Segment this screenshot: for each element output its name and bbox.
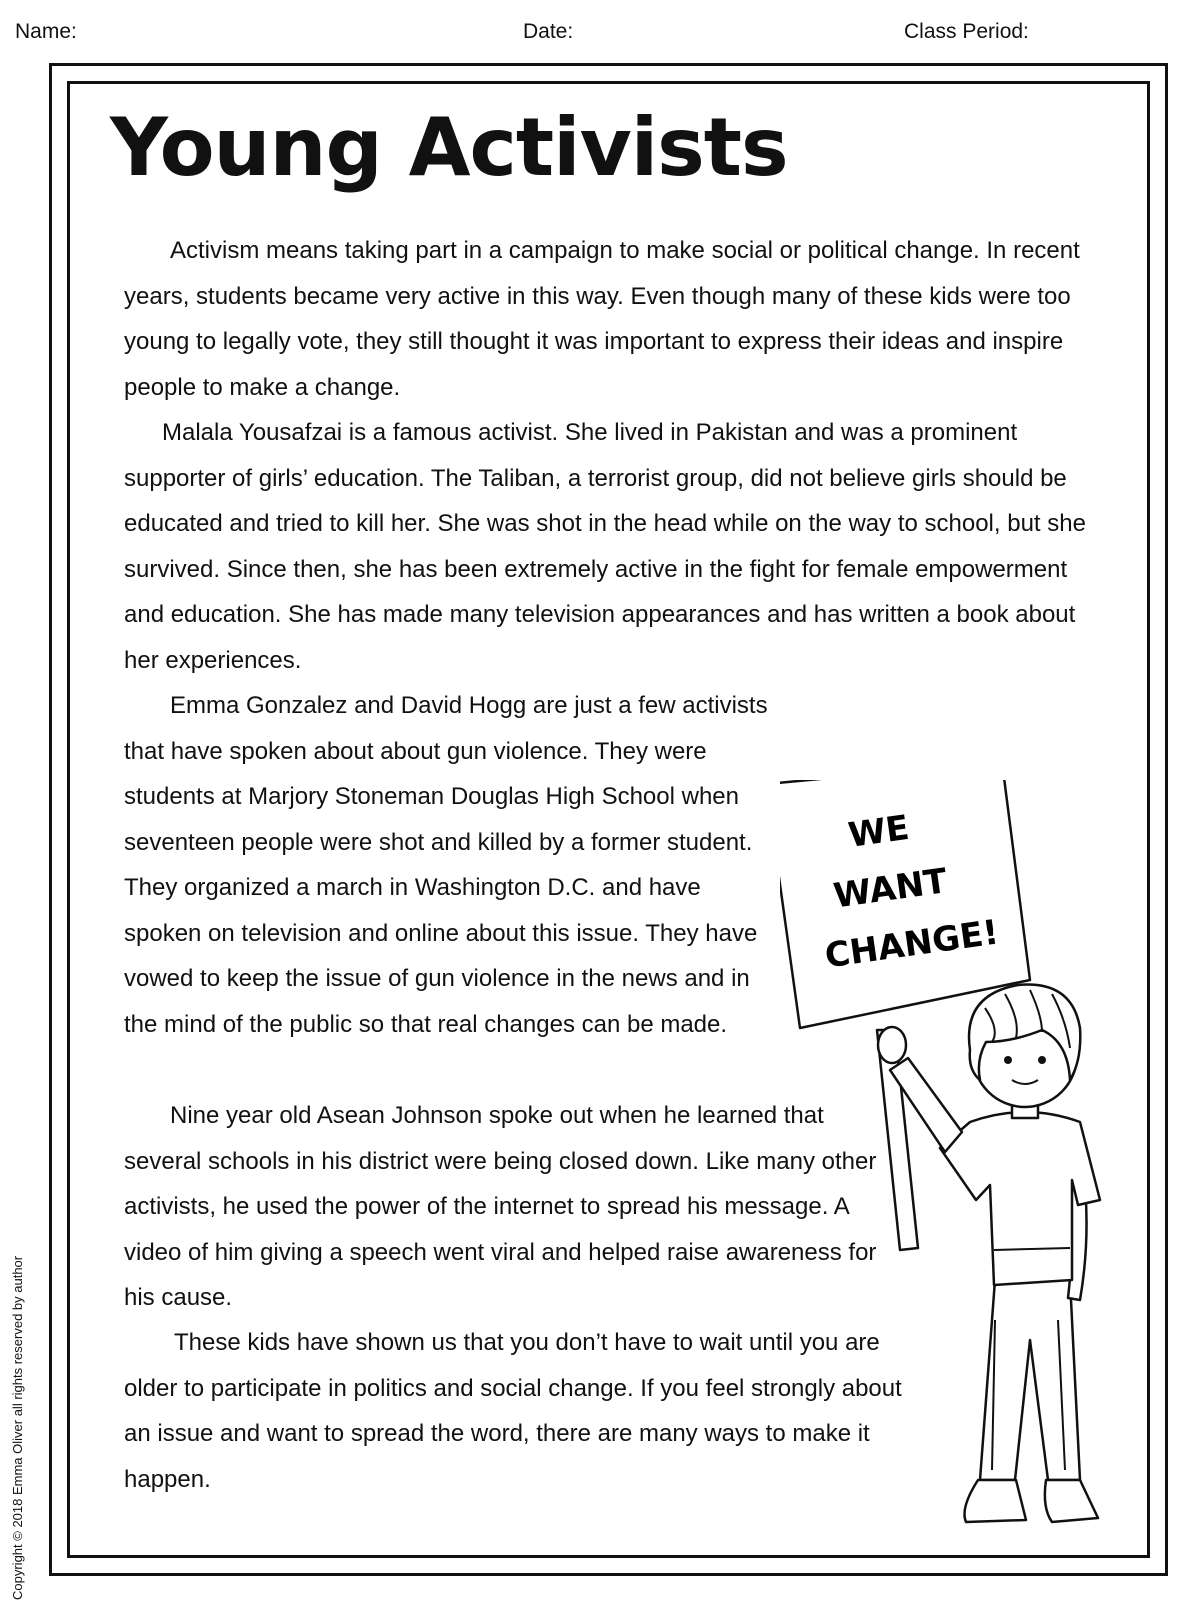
copyright-notice: Copyright © 2018 Emma Oliver all rights reserved by author: [10, 1255, 25, 1600]
sign-text-want: WANT: [831, 861, 950, 917]
hand: [878, 1027, 906, 1063]
left-eye: [1004, 1056, 1012, 1064]
right-eye: [1038, 1056, 1046, 1064]
paragraph-asean-johnson: Nine year old Asean Johnson spoke out when he learned that several schools in his district were being closed down. Like many other activists, he used the power of the internet to spread his message. A video of him giving a speech went viral and helped raise awareness for his cause.: [124, 1102, 877, 1311]
page-title: Young Activists: [110, 101, 788, 194]
paragraph-gonzalez-hogg: Emma Gonzalez and David Hogg are just a few activists that have spoken about about gun violence. They were students at Marjory Stoneman Douglas High School when seventeen people were shot and killed by a former student. They organized a march in Washington D.C. and have spoken on television and online about this issue. They have vowed to keep the issue of gun violence in the news and in the mind of the public so that real changes can be made.: [124, 692, 768, 1038]
class-period-label: Class Period:: [904, 20, 1029, 43]
paragraph-malala: Malala Yousafzai is a famous activist. She lived in Pakistan and was a prominent supporter of girls’ education. The Taliban, a terrorist group, did not believe girls should be educated and tried to kill her. She was shot in the head while on the way to school, but she survived. Since then, she has been extremely active in the fight for female empowerment and education. She has made many television appearances and has written a book about her experiences.: [124, 419, 1086, 674]
paragraph-activism: Activism means taking part in a campaign to make social or political change. In recent years, students became very active in this way. Even though many of these kids were too young to legally vote, they still thought it was important to express their ideas and inspire people to make a change.: [124, 237, 1080, 401]
right-shoe: [1045, 1480, 1098, 1522]
left-shoe: [965, 1480, 1027, 1522]
sign-text-we: WE: [845, 807, 912, 856]
name-label: Name:: [15, 20, 77, 43]
sign-text-change: CHANGE!: [822, 912, 1002, 977]
paragraph-conclusion: These kids have shown us that you don’t have to wait until you are older to participate in politics and social change. If you feel strongly about an issue and want to spread the word, there are many ways to make it happen.: [124, 1329, 902, 1493]
date-label: Date:: [523, 20, 574, 43]
activist-illustration: [780, 780, 1140, 1540]
